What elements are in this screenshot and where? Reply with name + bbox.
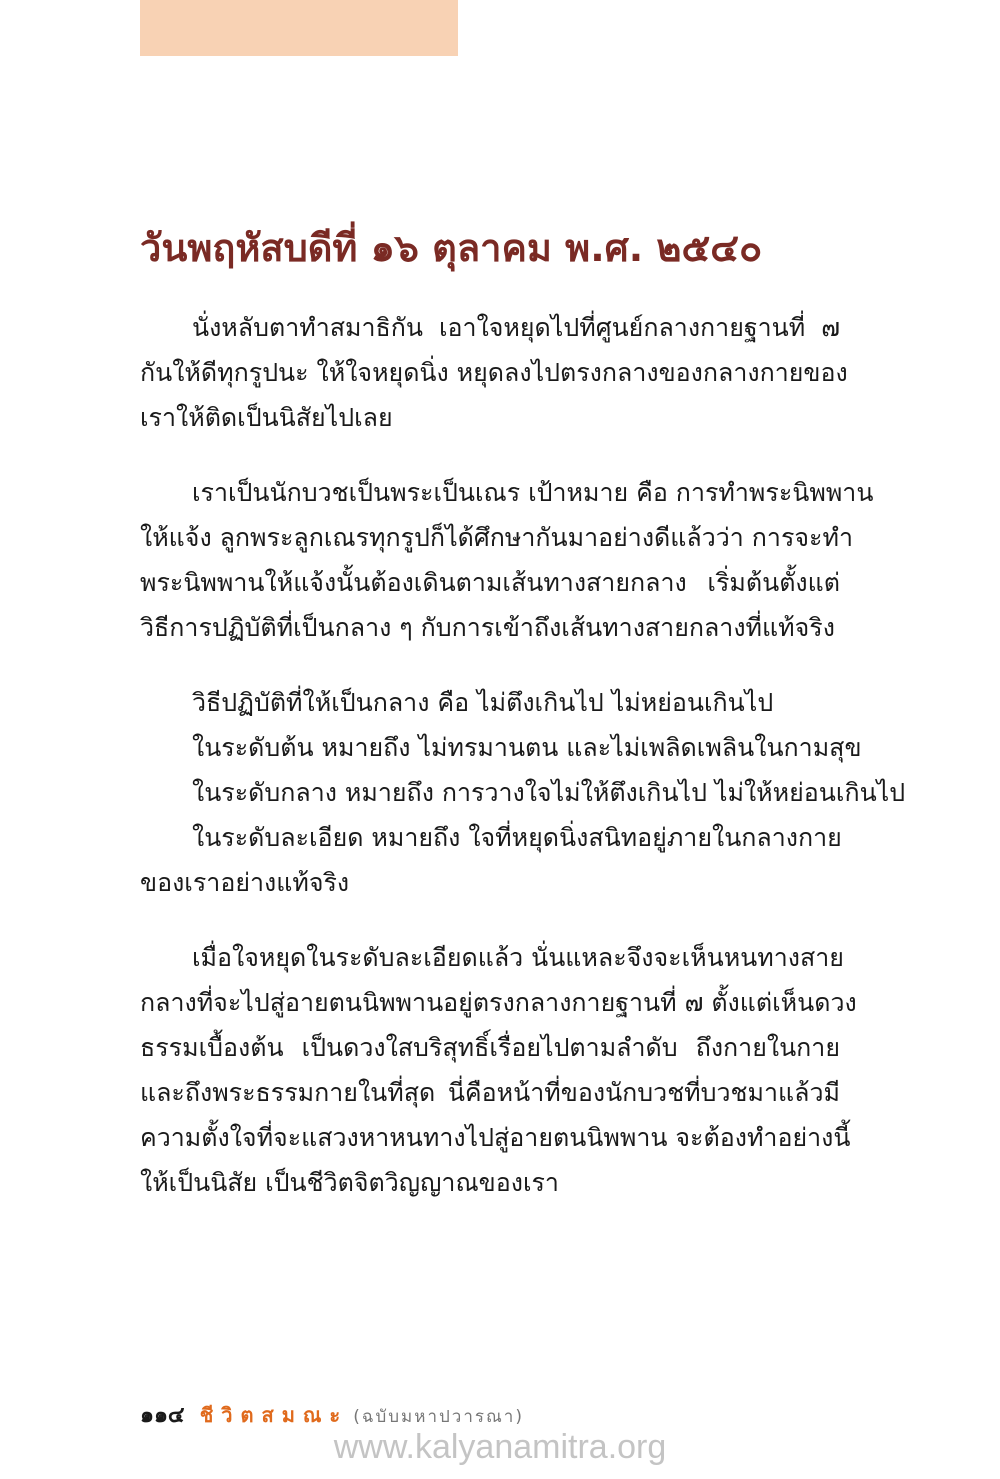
text-line: วิธีปฏิบัติที่ให้เป็นกลาง คือ ไม่ตึงเกินไป ไม่หย่อนเกินไป — [192, 688, 774, 717]
text-line: ของเราอย่างแท้จริง — [140, 868, 350, 897]
paragraph-1 — [140, 305, 848, 440]
book-title: ชีวิตสมณะ — [199, 1403, 349, 1427]
text-line: ในระดับกลาง หมายถึง การวางใจไม่ให้ตึงเกินไป ไม่ให้หย่อนเกินไป — [192, 778, 906, 807]
text-line: ให้แจ้ง ลูกพระลูกเณรทุกรูปก็ได้ศึกษากันมาอย่างดีแล้วว่า การจะทำ — [140, 523, 853, 552]
text-line: เราให้ติดเป็นนิสัยไปเลย — [140, 403, 393, 432]
text-line: เราเป็นนักบวชเป็นพระเป็นเณร เป้าหมาย คือ การทำพระนิพพาน — [192, 478, 874, 507]
text-line: กลางที่จะไปสู่อายตนนิพพานอยู่ตรงกลางกายฐานที่ ๗ ตั้งแต่เห็นดวง — [140, 988, 857, 1017]
text-line: กันให้ดีทุกรูปนะ ให้ใจหยุดนิ่ง หยุดลงไปตรงกลางของกลางกายของ — [140, 358, 848, 387]
book-subtitle: (ฉบับมหาปวารณา) — [353, 1407, 524, 1427]
body-text — [140, 305, 906, 1235]
text-line: เมื่อใจหยุดในระดับละเอียดแล้ว นั่นแหละจึงจะเห็นหนทางสาย — [192, 943, 844, 972]
text-line: และถึงพระธรรมกายในที่สุด นี่คือหน้าที่ของนักบวชที่บวชมาแล้วมี — [140, 1078, 840, 1107]
page-title: วันพฤหัสบดีที่ ๑๖ ตุลาคม พ.ศ. ๒๕๔๐ — [140, 226, 763, 270]
page-number: ๑๑๔ — [140, 1403, 185, 1428]
text-line: นั่งหลับตาทำสมาธิกัน เอาใจหยุดไปที่ศูนย์กลางกายฐานที่ ๗ — [192, 313, 840, 342]
text-line: วิธีการปฏิบัติที่เป็นกลาง ๆ กับการเข้าถึงเส้นทางสายกลางที่แท้จริง — [140, 613, 835, 642]
text-line: ในระดับละเอียด หมายถึง ใจที่หยุดนิ่งสนิทอยู่ภายในกลางกาย — [192, 823, 842, 852]
paragraph-3 — [140, 680, 906, 905]
text-line: พระนิพพานให้แจ้งนั้นต้องเดินตามเส้นทางสายกลาง เริ่มต้นตั้งแต่ — [140, 568, 840, 597]
text-line: ความตั้งใจที่จะแสวงหาหนทางไปสู่อายตนนิพพาน จะต้องทำอย่างนี้ — [140, 1123, 851, 1152]
text-line: ธรรมเบื้องต้น เป็นดวงใสบริสุทธิ์เรื่อยไปตามลำดับ ถึงกายในกาย — [140, 1033, 840, 1062]
paragraph-4 — [140, 935, 857, 1205]
text-line: ให้เป็นนิสัย เป็นชีวิตจิตวิญญาณของเรา — [140, 1168, 559, 1197]
paragraph-2 — [140, 470, 874, 650]
header-tab — [140, 0, 458, 56]
watermark: www.kalyanamitra.org — [333, 1428, 667, 1466]
text-line: ในระดับต้น หมายถึง ไม่ทรมานตน และไม่เพลิดเพลินในกามสุข — [192, 733, 862, 762]
